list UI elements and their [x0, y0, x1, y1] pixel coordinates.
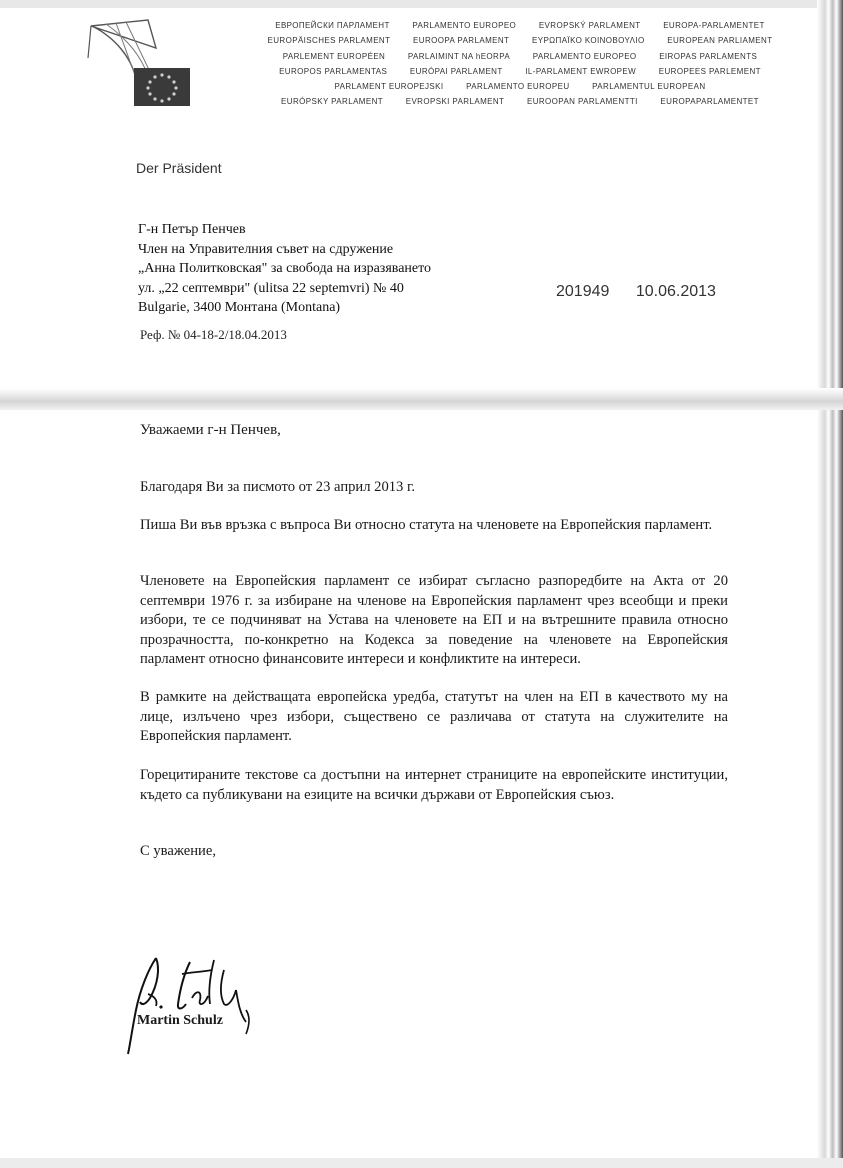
european-parliament-logo-icon [86, 18, 236, 114]
addressee-line: ул. „22 септември" (ulitsa 22 septemvri) № 40 [138, 280, 404, 296]
closing: С уважение, [140, 843, 216, 859]
parliament-name: EUROPEAN PARLIAMENT [667, 36, 773, 46]
scan-top-edge [0, 0, 843, 8]
header-line-6 [240, 94, 800, 109]
registration-stamp [556, 283, 716, 301]
header-line-5 [240, 79, 800, 94]
registration-number: 201949 [556, 283, 610, 300]
parliament-name: PARLAMENTO EUROPEO [532, 51, 637, 61]
letter-paragraph: Членовете на Европейския парламент се избират съгласно разпоредбите на Акта от 20 септември 1976 г. за избиране на членове на Европейския парламент чрез всеобщи и преки избори, те се подчиняват на Устава на членовете на ЕП и на вътрешните правила относно прозрачността, по-конкретно на Кодекса за поведение на членовете на Европейския парламент относно финансовите интереси и конфликтите на интереси. [140, 573, 728, 667]
header-line-3 [240, 49, 800, 64]
parliament-name: PARLAMENT EUROPEJSKI [334, 82, 444, 92]
salutation: Уважаеми г-н Пенчев, [140, 422, 281, 438]
sender-role: Der Präsident [136, 160, 222, 176]
scan-right-edge [817, 0, 843, 1168]
parliament-name: PARLAMENTO EUROPEO [412, 21, 517, 30]
parliament-name: EUROPÄISCHES PARLAMENT [267, 36, 391, 46]
letter-paragraph: Благодаря Ви за писмото от 23 април 2013 г. [140, 479, 415, 495]
addressee-line: Bulgarie, 3400 Монтана (Montana) [138, 300, 341, 315]
header-line-1 [240, 18, 800, 33]
parliament-name: EURÓPAI PARLAMENT [409, 66, 503, 76]
parliament-name: EUROPEES PARLEMENT [658, 66, 761, 76]
parliament-name: EUROOPA PARLAMENT [413, 36, 510, 46]
parliament-name: PARLEMENT EUROPÉEN [282, 51, 386, 61]
parliament-name: EUROPOS PARLAMENTAS [279, 66, 388, 76]
handwritten-signature-icon [120, 950, 270, 1058]
parliament-name: ЕВРОПЕЙСКИ ПАРЛАМЕНТ [275, 21, 390, 30]
header-line-4 [240, 64, 800, 79]
parliament-name: EUROPAPARLAMENTET [660, 97, 759, 107]
parliament-name: PARLAMENTUL EUROPEAN [592, 82, 706, 92]
paper-fold-shadow [0, 388, 843, 410]
parliament-name: EUROPA-PARLAMENTET [663, 21, 765, 30]
header-line-2 [240, 33, 800, 48]
parliament-name: PARLAMENTO EUROPEU [466, 82, 570, 92]
addressee-line: „Анна Политковская" за свобода на изразяването [138, 261, 432, 276]
addressee-line: Член на Управителния съвет на сдружение [138, 241, 394, 257]
parliament-name: EVROPSKI PARLAMENT [405, 97, 505, 107]
parliament-name: EUROOPAN PARLAMENTTI [526, 97, 638, 107]
registration-date: 10.06.2013 [635, 283, 716, 300]
parliament-name: ΕΥΡΩΠΑΪΚΟ ΚΟΙΝΟΒΟΥΛΙΟ [531, 36, 645, 46]
parliament-name: EVROPSKÝ PARLAMENT [538, 21, 641, 30]
scan-bottom-edge [0, 1158, 843, 1168]
parliament-name: EIROPAS PARLAMENTS [659, 51, 758, 61]
addressee-name: Г-н Петър Пенчев [138, 222, 246, 237]
signer-name: Martin Schulz [137, 1013, 223, 1028]
letter-paragraph: Горецитираните текстове са достъпни на интернет страниците на европейските институции, където са публикувани на езиците на всички държави от Европейския съюз. [140, 767, 728, 803]
parliament-names-header [240, 18, 800, 110]
letter-paragraph: Пиша Ви във връзка с въпроса Ви относно статута на членовете на Европейския парламент. [140, 517, 713, 533]
parliament-name: IL-PARLAMENT EWROPEW [525, 66, 637, 76]
parliament-name: EURÓPSKY PARLAMENT [281, 97, 384, 107]
parliament-name: PARLAIMINT NA hEORPA [407, 51, 511, 61]
addressee-block [138, 220, 431, 318]
reference-number: Реф. № 04-18-2/18.04.2013 [140, 327, 287, 342]
letter-paragraph: В рамките на действащата европейска уредба, статутът на член на ЕП в качеството му на лице, излъчено чрез избори, съществено се различава от статута на служителите на Европейския парламент. [140, 689, 728, 744]
